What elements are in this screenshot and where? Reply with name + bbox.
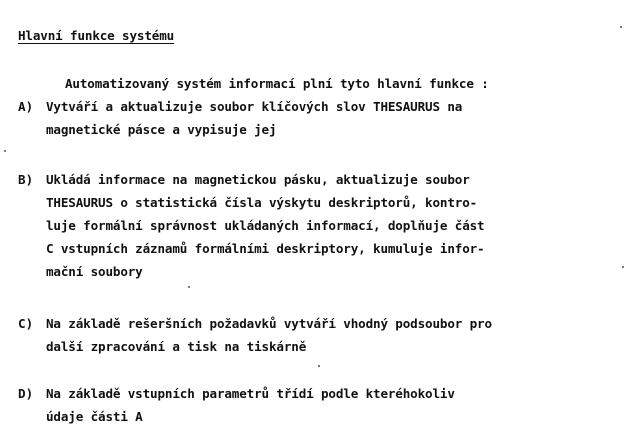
list-item-line: mační soubory	[46, 264, 143, 279]
scan-speck	[318, 365, 320, 367]
scan-speck	[620, 26, 622, 28]
list-item-label: B)	[18, 172, 34, 187]
scan-speck	[188, 286, 190, 288]
section-heading: Hlavní funkce systému	[18, 28, 175, 43]
list-item-label: D)	[18, 386, 34, 401]
list-item-line: Ukládá informace na magnetickou pásku, aktualizuje soubor	[46, 172, 470, 187]
list-item-line: Vytváří a aktualizuje soubor klíčových slov THESAURUS na	[46, 99, 463, 114]
list-item-label: C)	[18, 316, 34, 331]
list-item-line: magnetické pásce a vypisuje jej	[46, 122, 277, 137]
list-item-line: další zpracování a tisk na tiskárně	[46, 339, 307, 354]
list-item-line: luje formální správnost ukládaných informací, doplňuje část	[46, 218, 485, 233]
list-item-line: Na základě vstupních parametrů třídí podle kteréhokoliv	[46, 386, 455, 401]
list-item-line: THESAURUS o statistická čísla výskytu deskriptorů, kontro-	[46, 195, 478, 210]
list-item-line: C vstupních záznamů formálními deskriptory, kumuluje infor-	[46, 241, 485, 256]
intro-paragraph: Automatizovaný systém informací plní tyto hlavní funkce :	[65, 76, 489, 91]
scan-speck	[4, 150, 6, 152]
list-item-line: údaje části A	[46, 409, 143, 424]
scan-speck	[622, 266, 624, 268]
list-item-line: Na základě rešeršních požadavků vytváří vhodný podsoubor pro	[46, 316, 492, 331]
list-item-label: A)	[18, 99, 34, 114]
